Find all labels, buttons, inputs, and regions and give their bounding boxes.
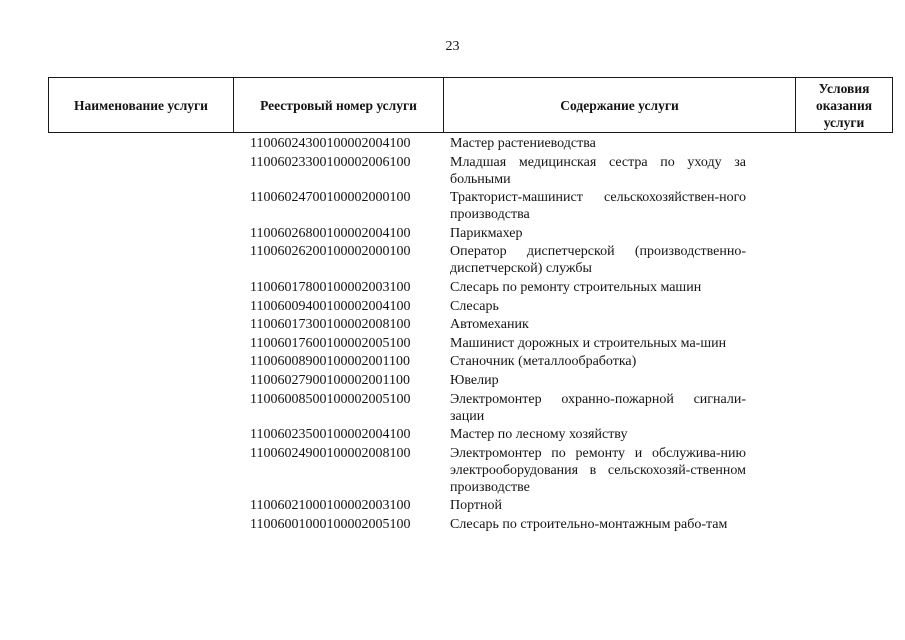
registry-number: 11006026800100002004100 xyxy=(250,225,411,241)
registry-number: 11006023300100002006100 xyxy=(250,154,411,170)
registry-number: 11006017600100002005100 xyxy=(250,335,411,351)
table-body xyxy=(0,135,905,535)
service-content: Парикмахер xyxy=(450,225,523,241)
registry-number: 11006009400100002004100 xyxy=(250,298,411,314)
table-row xyxy=(0,372,905,389)
table-row xyxy=(0,279,905,296)
page-number: 23 xyxy=(445,39,460,54)
service-content: Станочник (металлообработка) xyxy=(450,354,637,370)
service-content: Ювелир xyxy=(450,372,499,388)
registry-number: 11006017300100002008100 xyxy=(250,317,411,333)
header-service-name: Наименование услуги xyxy=(49,78,234,132)
table-header xyxy=(48,77,893,133)
service-content: Оператор диспетчерской (производственно-диспетчерской) службы xyxy=(450,244,746,277)
table-row xyxy=(0,154,905,188)
table-row xyxy=(0,298,905,315)
registry-number: 11006001000100002005100 xyxy=(250,516,411,532)
service-content: Портной xyxy=(450,498,503,514)
service-content: Мастер растениеводства xyxy=(450,136,596,151)
table-row xyxy=(0,335,905,352)
service-content: Мастер по лесному хозяйству xyxy=(450,427,628,443)
table-row xyxy=(0,243,905,277)
table-row xyxy=(0,225,905,242)
service-content: Автомеханик xyxy=(450,317,529,333)
registry-number: 11006008900100002001100 xyxy=(250,354,410,370)
table-row xyxy=(0,391,905,425)
service-content: Машинист дорожных и строительных ма-шин xyxy=(450,335,727,351)
registry-number: 11006024300100002004100 xyxy=(250,136,411,151)
service-content: Электромонтер охранно-пожарной сигнали-зации xyxy=(450,391,746,424)
header-service-conditions: Условия оказания услуги xyxy=(815,80,873,130)
table-row xyxy=(0,497,905,514)
header-registry-number: Реестровый номер услуги xyxy=(234,78,444,132)
service-content: Слесарь по строительно-монтажным рабо-там xyxy=(450,516,728,532)
registry-number: 11006026200100002000100 xyxy=(250,244,411,260)
registry-number: 11006024700100002000100 xyxy=(250,190,411,206)
registry-number: 11006023500100002004100 xyxy=(250,427,411,443)
table-row xyxy=(0,316,905,333)
service-content: Слесарь xyxy=(450,298,499,314)
registry-number: 11006008500100002005100 xyxy=(250,391,411,407)
registry-number: 11006027900100002001100 xyxy=(250,372,410,388)
service-content: Электромонтер по ремонту и обслужива-нию электрооборудования в сельскохозяй-ственном производстве xyxy=(450,445,746,495)
registry-number: 11006017800100002003100 xyxy=(250,279,411,295)
table-row xyxy=(0,516,905,533)
service-content: Младшая медицинская сестра по уходу за больными xyxy=(450,154,746,187)
table-row xyxy=(0,189,905,223)
registry-number: 11006021000100002003100 xyxy=(250,498,411,514)
service-content: Тракторист-машинист сельскохозяйствен-ного производства xyxy=(450,190,746,223)
table-row xyxy=(0,353,905,370)
table-row xyxy=(0,445,905,496)
service-content: Слесарь по ремонту строительных машин xyxy=(450,279,702,295)
header-service-content: Содержание услуги xyxy=(444,78,796,132)
table-row xyxy=(0,426,905,443)
table-row xyxy=(0,135,905,152)
registry-number: 11006024900100002008100 xyxy=(250,445,411,461)
